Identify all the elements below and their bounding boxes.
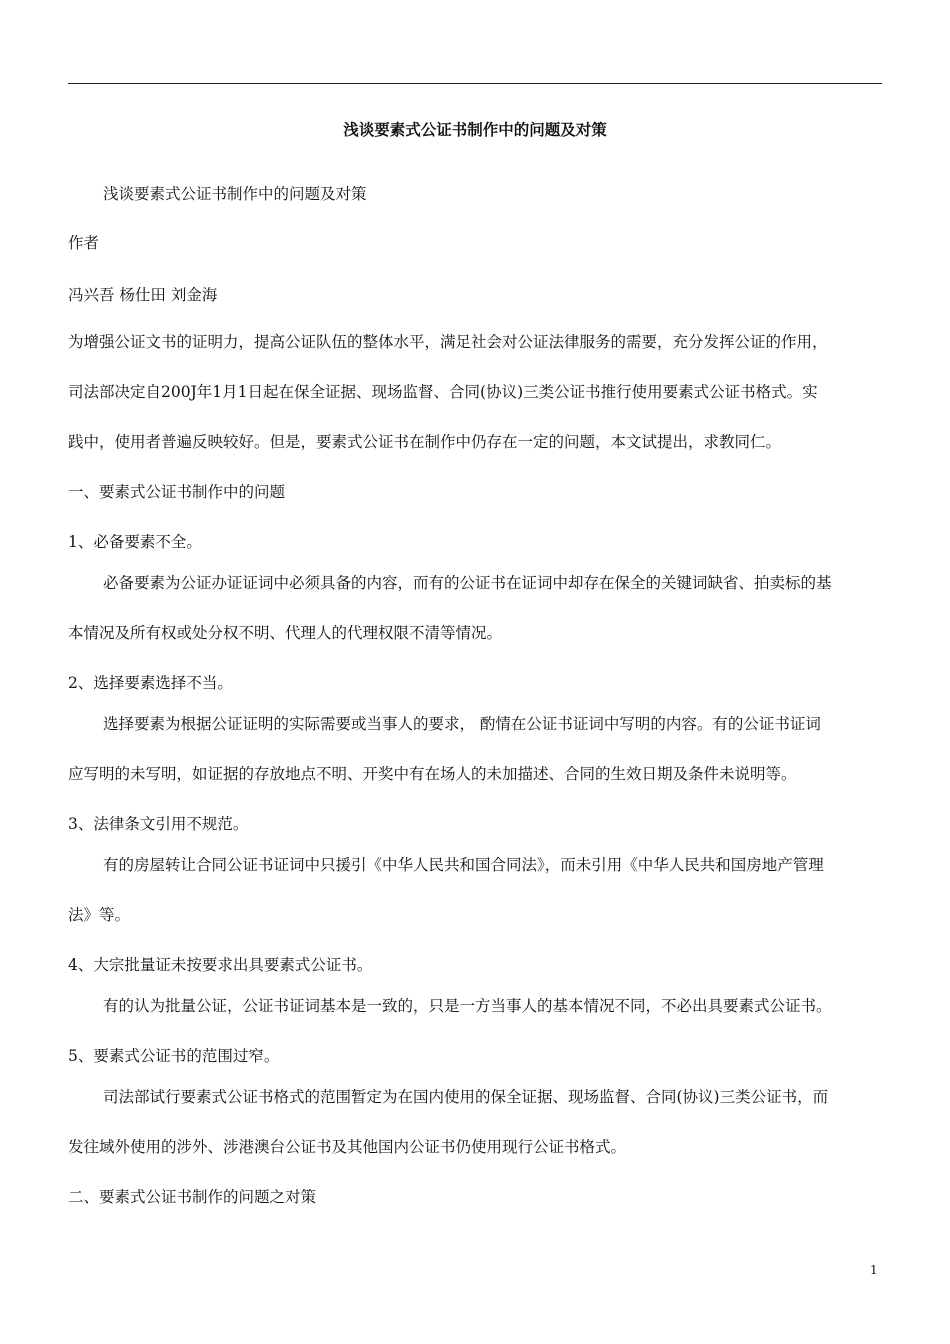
- item-3-text-line-2: 法》等。: [68, 906, 131, 924]
- item-3-text-line-1: 有的房屋转让合同公证书证词中只援引《中华人民共和国合同法》，而未引用《中华人民共和国房地产管理: [103, 856, 824, 874]
- section-heading-1: 一、要素式公证书制作中的问题: [68, 483, 286, 501]
- page-title: 浅谈要素式公证书制作中的问题及对策: [343, 121, 607, 139]
- header-rule: [68, 83, 882, 84]
- intro-line-1: 为增强公证文书的证明力，提高公证队伍的整体水平，满足社会对公证法律服务的需要，充分发挥公证的作用，: [68, 333, 828, 351]
- page-number: 1: [870, 1263, 878, 1277]
- item-1-text-line-2: 本情况及所有权或处分权不明、代理人的代理权限不清等情况。: [68, 624, 503, 642]
- subtitle: 浅谈要素式公证书制作中的问题及对策: [103, 185, 367, 203]
- item-1-text-line-1: 必备要素为公证办证证词中必须具备的内容，而有的公证书在证词中却存在保全的关键词缺省、拍卖标的基: [103, 574, 832, 592]
- item-heading-2: 2、选择要素选择不当。: [68, 674, 233, 692]
- item-2-text-line-2: 应写明的未写明，如证据的存放地点不明、开奖中有在场人的未加描述、合同的生效日期及条件未说明等。: [68, 765, 797, 783]
- author-names: 冯兴吾 杨仕田 刘金海: [68, 286, 218, 304]
- author-label: 作者: [68, 234, 100, 252]
- item-heading-1: 1、必备要素不全。: [68, 533, 202, 551]
- intro-line-3: 践中，使用者普遍反映较好。但是，要素式公证书在制作中仍存在一定的问题，本文试提出，求教同仁。: [68, 433, 782, 451]
- section-heading-2: 二、要素式公证书制作的问题之对策: [68, 1188, 317, 1206]
- item-2-text-line-1: 选择要素为根据公证证明的实际需要或当事人的要求， 酌情在公证书证词中写明的内容。有的公证书证词: [103, 715, 821, 733]
- item-5-text-line-2: 发往域外使用的涉外、涉港澳台公证书及其他国内公证书仍使用现行公证书格式。: [68, 1138, 627, 1156]
- item-heading-3: 3、法律条文引用不规范。: [68, 815, 249, 833]
- item-heading-5: 5、要素式公证书的范围过窄。: [68, 1047, 280, 1065]
- item-5-text-line-1: 司法部试行要素式公证书格式的范围暂定为在国内使用的保全证据、现场监督、合同(协议)三类公证书，而: [103, 1088, 829, 1106]
- intro-line-2: 司法部决定自200J年1月1日起在保全证据、现场监督、合同(协议)三类公证书推行使用要素式公证书格式。实: [68, 383, 818, 401]
- item-4-text: 有的认为批量公证，公证书证词基本是一致的，只是一方当事人的基本情况不同，不必出具要素式公证书。: [103, 997, 832, 1015]
- item-heading-4: 4、大宗批量证未按要求出具要素式公证书。: [68, 956, 373, 974]
